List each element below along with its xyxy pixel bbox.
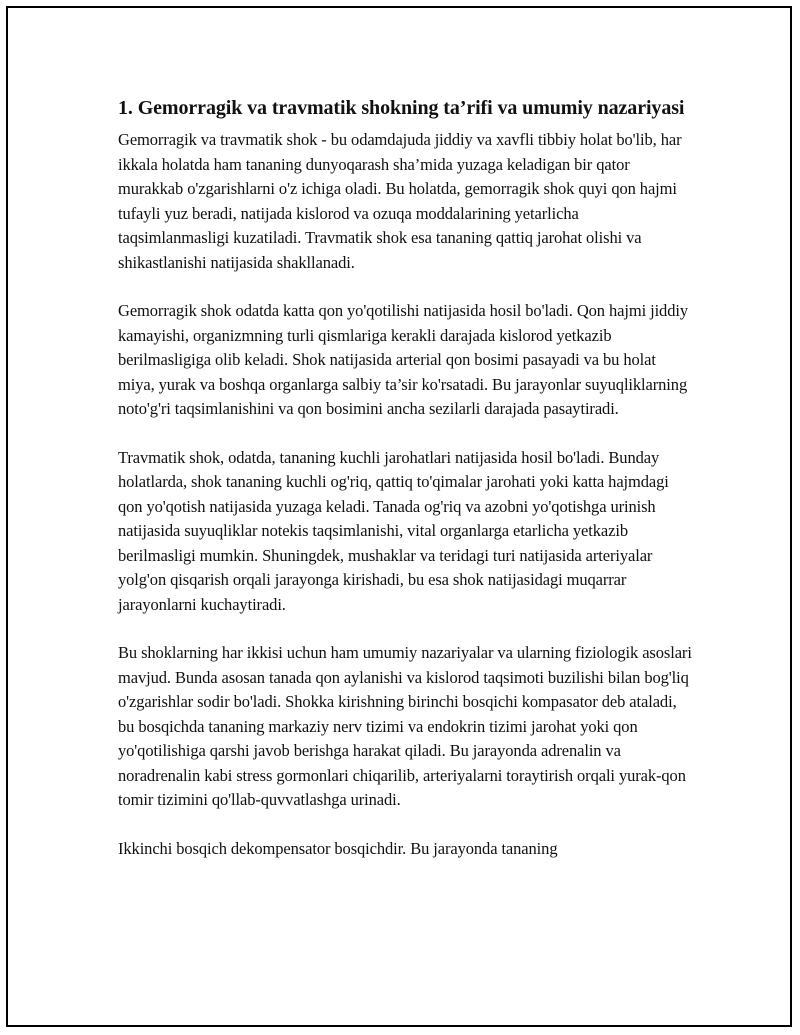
- paragraph-4: Bu shoklarning har ikkisi uchun ham umumiy nazariyalar va ularning fiziologik asoslari mavjud. Bunda asosan tanada qon aylanishi va kislorod taqsimoti buzilishi bilan bog'liq o'zgarishlar sodir bo'ladi. Shokka kirishning birinchi bosqichi kompasator deb ataladi, bu bosqichda tananing markaziy nerv tizimi va endokrin tizimi jarohat yoki qon yo'qotilishiga qarshi javob berishga harakat qiladi. Bu jarayonda adrenalin va noradrenalin kabi stress gormonlari chiqarilib, arteriyalarni toraytirish orqali yurak-qon tomir tizimini qo'llab-quvvatlashga urinadi.: [118, 643, 692, 809]
- paragraph-5: Ikkinchi bosqich dekompensator bosqichdir. Bu jarayonda tananing: [118, 838, 558, 858]
- document-body: [118, 94, 692, 861]
- document-title: 1. Gemorragik va travmatik shokning ta’rifi va umumiy nazariyasi: [118, 97, 685, 119]
- paragraph-1: Gemorragik va travmatik shok - bu odamdajuda jiddiy va xavfli tibbiy holat bo'lib, har ikkala holatda ham tananing dunyoqarash sha’mida yuzaga keladigan bir qator murakkab o'zgarishlarni o'z ichiga oladi. Bu holatda, gemorragik shok quyi qon hajmi tufayli yuz beradi, natijada kislorod va ozuqa moddalarining yetarlicha taqsimlanmasligi kuzatiladi. Travmatik shok esa tananing qattiq jarohat olishi va shikastlanishi natijasida shakllanadi.: [118, 130, 682, 272]
- paragraph-3: Travmatik shok, odatda, tananing kuchli jarohatlari natijasida hosil bo'ladi. Bunday holatlarda, shok tananing kuchli og'riq, qattiq to'qimalar jarohati yoki katta hajmdagi qon yo'qotish natijasida yuzaga keladi. Tanada og'riq va azobni yo'qotishga urinish natijasida suyuqliklar notekis taqsimlanishi, vital organlarga etarlicha yetkazib berilmasligi mumkin. Shuningdek, mushaklar va teridagi turi natijasida arteriyalar yolg'on qisqarish orqali jarayonga kirishadi, bu esa shok natijasidagi muqarrar jarayonlarni kuchaytiradi.: [118, 447, 669, 614]
- paragraph-2: Gemorragik shok odatda katta qon yo'qotilishi natijasida hosil bo'ladi. Qon hajmi jiddiy kamayishi, organizmning turli qismlariga kerakli darajada kislorod yetkazib berilmasligiga olib keladi. Shok natijasida arterial qon bosimi pasayadi va bu holat miya, yurak va boshqa organlarga salbiy ta’sir ko'rsatadi. Bu jarayonlar suyuqliklarning noto'g'ri taqsimlanishini va qon bosimini ancha sezilarli darajada pasaytiradi.: [118, 301, 688, 418]
